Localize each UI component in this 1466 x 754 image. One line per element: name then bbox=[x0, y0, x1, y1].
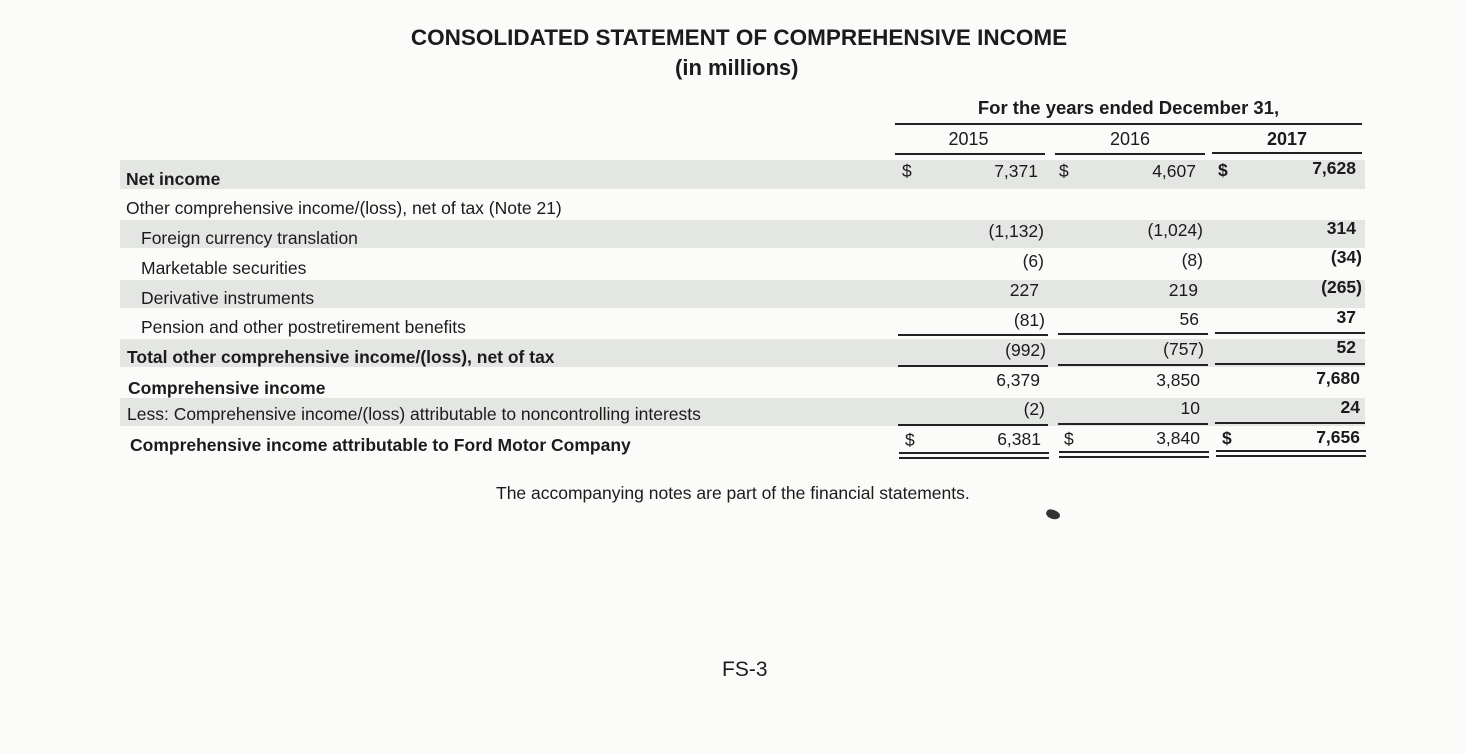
row-label-noncontrolling: Less: Comprehensive income/(loss) attributable to noncontrolling interests bbox=[127, 404, 701, 424]
value-cell: 56 bbox=[1179, 309, 1199, 329]
currency-symbol: $ bbox=[1064, 429, 1074, 449]
row-label-net-income: Net income bbox=[126, 169, 221, 189]
ink-speck bbox=[1045, 507, 1061, 521]
value-cell: 7,680 bbox=[1316, 368, 1360, 388]
subtotal-rule bbox=[1058, 333, 1208, 335]
currency-symbol: $ bbox=[905, 430, 915, 450]
currency-symbol: $ bbox=[1222, 428, 1232, 448]
total-rule bbox=[1058, 364, 1208, 366]
value-cell: 6,379 bbox=[996, 370, 1040, 390]
value-cell: 219 bbox=[1168, 280, 1198, 300]
currency-symbol: $ bbox=[1059, 161, 1069, 181]
subtotal-rule bbox=[1215, 422, 1365, 424]
year-2015-header: 2015 bbox=[948, 129, 989, 149]
grand-total-rule bbox=[899, 452, 1049, 459]
row-label-derivative-instruments: Derivative instruments bbox=[141, 288, 315, 308]
row-label-marketable-securities: Marketable securities bbox=[141, 258, 307, 278]
row-label-pension: Pension and other postretirement benefits bbox=[141, 317, 466, 337]
value-cell: 4,607 bbox=[1152, 161, 1196, 181]
value-cell: (81) bbox=[1013, 310, 1045, 330]
year-rule bbox=[1055, 153, 1205, 155]
currency-symbol: $ bbox=[902, 161, 912, 181]
subtotal-rule bbox=[1215, 332, 1365, 334]
value-cell: (8) bbox=[1181, 250, 1203, 270]
value-cell: 227 bbox=[1009, 280, 1039, 300]
currency-symbol: $ bbox=[1218, 160, 1228, 180]
subtotal-rule bbox=[898, 334, 1048, 336]
grand-total-rule bbox=[1216, 450, 1366, 457]
subtotal-rule bbox=[1058, 423, 1208, 425]
value-cell: (34) bbox=[1330, 247, 1362, 267]
value-cell: (757) bbox=[1163, 339, 1204, 359]
value-cell: 24 bbox=[1340, 397, 1360, 417]
value-cell: 6,381 bbox=[997, 429, 1041, 449]
value-cell: (2) bbox=[1023, 399, 1045, 419]
row-label-foreign-currency: Foreign currency translation bbox=[141, 228, 358, 248]
value-cell: (6) bbox=[1022, 251, 1044, 271]
grand-total-rule bbox=[1059, 451, 1209, 458]
year-2017-header: 2017 bbox=[1266, 129, 1308, 149]
year-2016-header: 2016 bbox=[1109, 129, 1151, 149]
row-label-oci-heading: Other comprehensive income/(loss), net of tax (Note 21) bbox=[126, 198, 562, 218]
row-label-comprehensive-income: Comprehensive income bbox=[128, 378, 326, 398]
value-cell: 3,850 bbox=[1156, 370, 1200, 390]
value-cell: 314 bbox=[1326, 218, 1356, 238]
period-header: For the years ended December 31, bbox=[977, 97, 1280, 118]
value-cell: 7,371 bbox=[994, 161, 1038, 181]
row-label-total-oci: Total other comprehensive income/(loss), net of tax bbox=[127, 347, 555, 367]
page-subtitle: (in millions) bbox=[675, 55, 799, 80]
year-rule bbox=[895, 153, 1045, 155]
value-cell: 7,656 bbox=[1316, 427, 1360, 447]
value-cell: 7,628 bbox=[1312, 158, 1356, 178]
value-cell: 37 bbox=[1336, 307, 1356, 327]
value-cell: (992) bbox=[1005, 340, 1046, 360]
value-cell: 10 bbox=[1180, 398, 1200, 418]
page-title: CONSOLIDATED STATEMENT OF COMPREHENSIVE INCOME bbox=[410, 25, 1068, 50]
value-cell: (1,024) bbox=[1147, 220, 1203, 240]
total-rule bbox=[1215, 363, 1365, 365]
value-cell: (1,132) bbox=[988, 221, 1044, 241]
value-cell: 52 bbox=[1336, 337, 1356, 357]
page-number: FS-3 bbox=[722, 658, 768, 681]
subtotal-rule bbox=[898, 424, 1048, 426]
value-cell: 3,840 bbox=[1156, 428, 1200, 448]
header-rule bbox=[895, 123, 1362, 125]
year-rule bbox=[1212, 152, 1362, 154]
value-cell: (265) bbox=[1321, 277, 1362, 297]
footnote: The accompanying notes are part of the financial statements. bbox=[496, 483, 970, 503]
total-rule bbox=[898, 365, 1048, 367]
row-label-attributable-ford: Comprehensive income attributable to Ford Motor Company bbox=[130, 435, 631, 455]
